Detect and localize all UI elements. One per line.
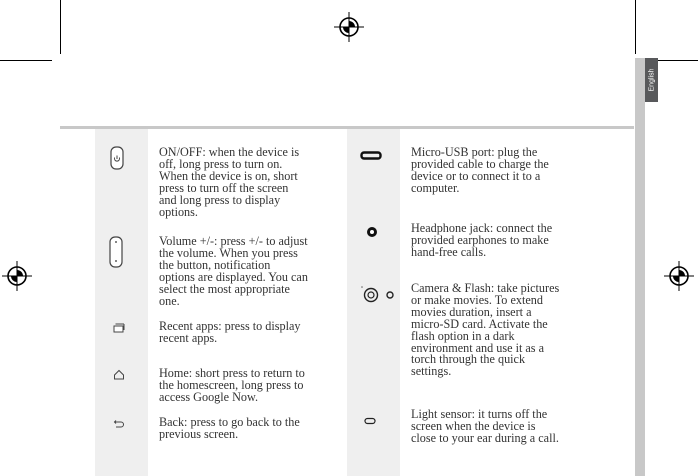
- camera-flash-icon: [360, 283, 400, 307]
- registration-mark-icon: [2, 261, 32, 291]
- volume-button-description: Volume +/-: press +/- to adjust the volume. When you press the button, notification options are displayed. You can select the most appropriate one.: [159, 234, 308, 308]
- back-description: Back: press to go back to the previous screen.: [159, 415, 300, 441]
- back-icon: [113, 419, 125, 428]
- side-bar: [635, 58, 645, 476]
- headphone-jack-icon: [366, 226, 378, 238]
- home-description: Home: short press to return to the homescreen, long press to access Google Now.: [159, 366, 305, 404]
- micro-usb-port-icon: [360, 151, 382, 160]
- registration-mark-icon: [334, 12, 364, 42]
- power-button-icon: [110, 146, 124, 170]
- registration-mark-icon: [664, 261, 694, 291]
- crop-mark: [60, 0, 61, 54]
- language-tab-label: English: [648, 68, 655, 92]
- crop-mark: [0, 60, 52, 61]
- headphone-jack-description: Headphone jack: connect the provided earphones to make hand-free calls.: [411, 221, 553, 259]
- recent-apps-icon: [113, 323, 125, 333]
- micro-usb-port-description: Micro-USB port: plug the provided cable to charge the device or to connect it to a computer.: [411, 145, 549, 195]
- home-icon: [113, 369, 125, 380]
- recent-apps-description: Recent apps: press to display recent apps.: [159, 319, 301, 345]
- volume-button-icon: [109, 236, 123, 268]
- power-button-description: ON/OFF: when the device is off, long press to turn on. When the device is on, short press to turn off the screen and long press to display options.: [159, 145, 300, 219]
- light-sensor-icon: [364, 417, 376, 425]
- language-tab: [645, 58, 658, 102]
- crop-mark: [635, 0, 636, 54]
- light-sensor-description: Light sensor: it turns off the screen when the device is close to your ear during a call.: [411, 407, 559, 445]
- camera-flash-description: Camera & Flash: take pictures or make movies. To extend movies duration, insert a micro-SD card. Activate the flash option in a dark environment and use it as a torch through the quick settings.: [411, 281, 560, 379]
